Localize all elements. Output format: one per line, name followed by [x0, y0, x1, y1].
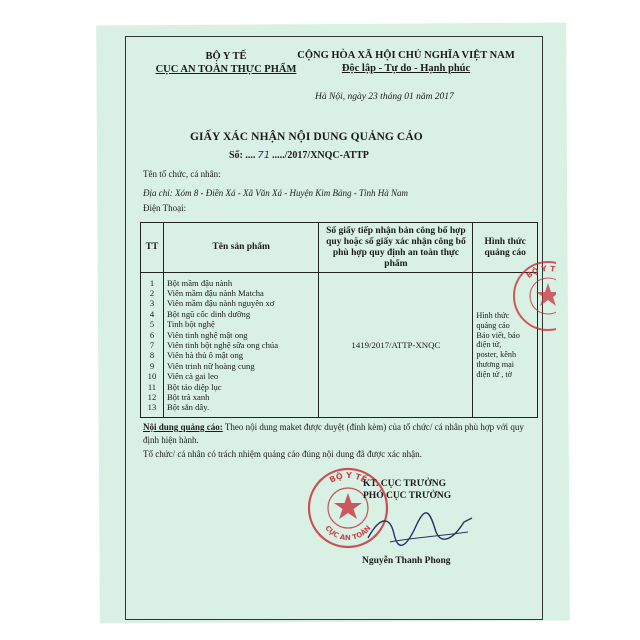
handwritten-number: 71: [257, 150, 271, 161]
product-item: Viên tinh nghệ mật ong: [166, 329, 248, 340]
org-name-label: Tên tổ chức, cá nhân:: [143, 169, 221, 179]
ad-form-line: điện tử,: [476, 340, 502, 350]
row-number: 1: [149, 277, 155, 288]
document-title: GIẤY XÁC NHẬN NỘI DUNG QUẢNG CÁO: [190, 131, 423, 143]
product-item: Bột ngũ cốc dinh dưỡng: [166, 308, 251, 319]
header-ad-form: Hình thức quảng cáo: [473, 223, 538, 273]
ad-form-line: thương mại: [476, 359, 515, 369]
row-number: 13: [147, 402, 157, 413]
agency-name: CỤC AN TOÀN THỰC PHẨM: [155, 64, 297, 75]
republic-name: CỘNG HÒA XÃ HỘI CHỦ NGHĨA VIỆT NAM: [297, 50, 515, 61]
row-number: 10: [147, 371, 157, 382]
document-number: [229, 150, 369, 161]
row-number: 3: [149, 298, 155, 309]
product-item: Bột trà xanh: [166, 392, 210, 403]
row-number: 11: [147, 381, 157, 392]
org-phone-label: Điện Thoại:: [143, 203, 187, 213]
product-item: Viên hà thủ ô mật ong: [166, 350, 244, 361]
issuer-header: [150, 50, 302, 76]
handwritten-signature: [360, 508, 480, 552]
row-numbers: [141, 273, 164, 418]
ad-content-text: Theo nội dung maket được duyệt (đính kèm) của tổ chức/ cá nhân phù hợp với quy định hiện hành.: [143, 422, 524, 445]
responsibility-note: Tổ chức/ cá nhân có trách nhiệm quảng cáo đúng nội dung đã được xác nhận.: [143, 449, 422, 459]
product-item: Viên tinh bột nghệ sữa ong chúa: [166, 340, 279, 351]
header-certificate: Số giấy tiếp nhận bản công bố hợp quy hoặc số giấy xác nhận công bố phù hợp quy định an toàn thực phẩm: [319, 223, 473, 273]
product-item: Viên mầm đậu nành nguyên xơ: [166, 298, 275, 309]
issue-date: Hà Nội, ngày 23 tháng 01 năm 2017: [315, 92, 454, 102]
number-dots-after: .....: [272, 150, 285, 161]
product-item: Bột sắn dây.: [166, 402, 210, 413]
edge-seal: [506, 254, 556, 338]
table-row: [141, 273, 538, 418]
org-address: Địa chỉ: Xóm 8 - Điền Xá - Xã Văn Xá - Huyện Kim Bảng - Tỉnh Hà Nam: [143, 188, 408, 198]
product-table: [140, 222, 538, 418]
ad-form-line: poster, kênh: [476, 350, 517, 360]
ad-content-label: Nội dung quảng cáo:: [143, 422, 223, 432]
signature-title: KT. CỤC TRƯỞNG: [363, 479, 446, 489]
svg-text:BỘ Y TẾ: [525, 264, 556, 280]
product-item: Viên mầm đậu nành Matcha: [166, 288, 264, 298]
number-prefix: Số:: [229, 150, 243, 161]
header-tt: TT: [141, 223, 164, 273]
number-dots-before: ....: [245, 150, 256, 161]
table-header-row: [141, 223, 538, 273]
product-item: Tinh bột nghệ: [166, 319, 215, 330]
product-list: [163, 273, 318, 418]
seal-top-text: BỘ Y TẾ: [328, 470, 369, 485]
ad-form-line: quảng cáo: [476, 320, 510, 330]
ad-content-paragraph: [143, 421, 536, 446]
certificate-number: 1419/2017/ATTP-XNQC: [319, 273, 473, 418]
product-item: Viên cà gai leo: [166, 371, 219, 382]
row-number: 2: [149, 288, 155, 298]
row-number: 9: [149, 360, 155, 371]
row-number: 6: [149, 329, 155, 340]
number-suffix: /2017/XNQC-ATTP: [284, 150, 369, 161]
row-number: 4: [149, 308, 155, 319]
seal-bottom-text: CỤC AN TOÀN: [323, 524, 373, 543]
header-product-name: Tên sản phẩm: [163, 223, 318, 273]
product-item: Viên trinh nữ hoàng cung: [166, 360, 255, 371]
row-number: 12: [147, 392, 157, 403]
national-motto: Độc lập - Tự do - Hạnh phúc: [341, 63, 471, 74]
edge-seal-text: BỘ Y T: [524, 264, 556, 281]
signature-subtitle: PHÓ CỤC TRƯỞNG: [363, 491, 452, 501]
product-item: Bột tảo diệp lục: [166, 381, 222, 392]
signer-name: Nguyễn Thanh Phong: [362, 556, 451, 566]
ad-form-line: Hình thức: [476, 310, 510, 320]
row-number: 5: [149, 319, 155, 330]
row-number: 7: [149, 340, 155, 351]
row-number: 8: [149, 350, 155, 361]
national-header: [286, 49, 526, 75]
ministry-name: BỘ Y TẾ: [205, 51, 247, 62]
ad-form-line: điện tử , tờ: [476, 369, 512, 379]
product-item: Bột mầm đậu nành: [166, 277, 233, 288]
ad-form-line: Báo viết, báo: [476, 330, 520, 340]
